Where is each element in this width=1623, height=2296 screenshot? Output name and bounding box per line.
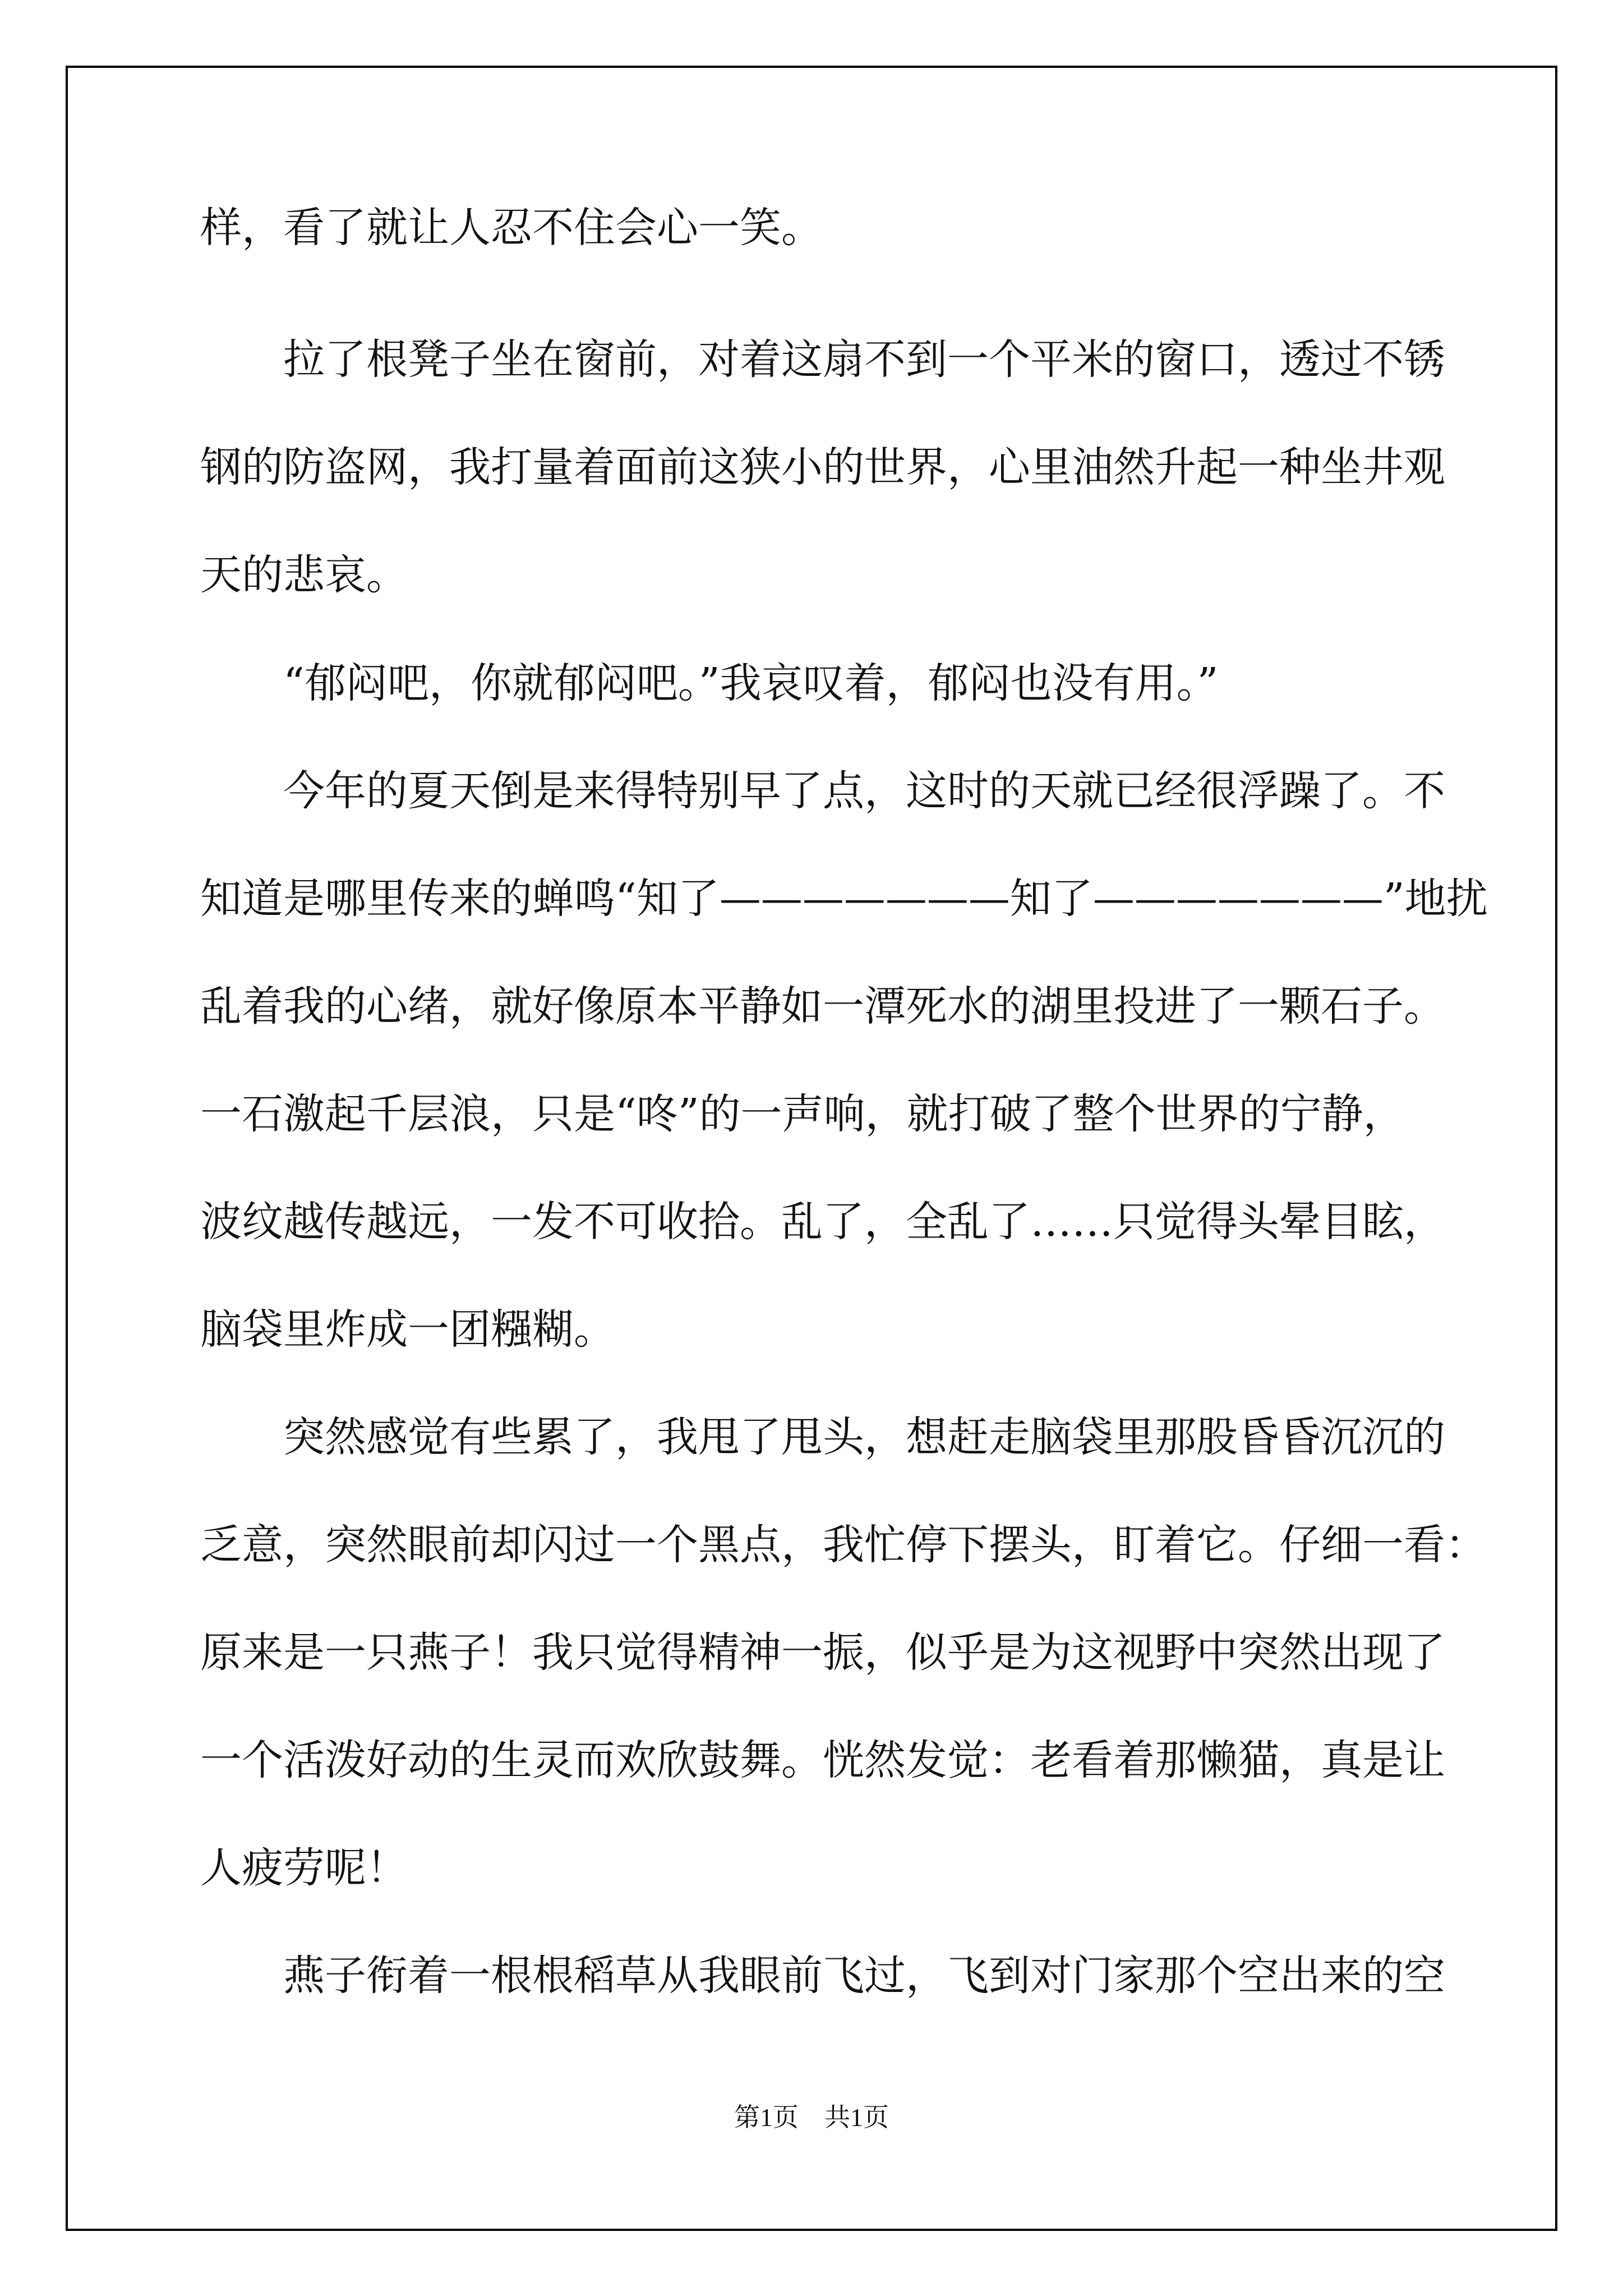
text-line: 今年的夏天倒是来得特别早了点，这时的天就已经很浮躁了。不 <box>200 767 1445 815</box>
text-line: 突然感觉有些累了，我甩了甩头，想赶走脑袋里那股昏昏沉沉的 <box>200 1413 1445 1461</box>
text-line: “郁闷吧，你就郁闷吧。”我哀叹着，郁闷也没有用。” <box>200 659 1219 707</box>
text-line: 一石激起千层浪，只是“咚”的一声响，就打破了整个世界的宁静， <box>200 1090 1405 1138</box>
page-number-footer: 第1页 共1页 <box>734 2103 889 2132</box>
text-line: 钢的防盗网，我打量着面前这狭小的世界，心里油然升起一种坐井观 <box>200 443 1445 491</box>
text-line: 原来是一只燕子！我只觉得精神一振，似乎是为这视野中突然出现了 <box>200 1628 1445 1677</box>
text-line: 燕子衔着一根根稻草从我眼前飞过，飞到对门家那个空出来的空 <box>200 1952 1445 2000</box>
text-line: 拉了根凳子坐在窗前，对着这扇不到一个平米的窗口，透过不锈 <box>200 335 1445 384</box>
text-line: 乏意，突然眼前却闪过一个黑点，我忙停下摆头，盯着它。仔细一看： <box>200 1521 1487 1569</box>
text-line: 脑袋里炸成一团糨糊。 <box>200 1305 615 1354</box>
text-line: 一个活泼好动的生灵而欢欣鼓舞。恍然发觉：老看着那懒猫，真是让 <box>200 1736 1445 1784</box>
text-line: 天的悲哀。 <box>200 551 408 599</box>
text-line: 样，看了就让人忍不住会心一笑。 <box>200 204 823 252</box>
text-line: 波纹越传越远，一发不可收拾。乱了，全乱了……只觉得头晕目眩， <box>200 1198 1445 1246</box>
text-line: 乱着我的心绪，就好像原本平静如一潭死水的湖里投进了一颗石子。 <box>200 982 1445 1030</box>
text-line: 人疲劳呢！ <box>200 1844 408 1892</box>
text-line: 知道是哪里传来的蝉鸣“知了———————知了———————”地扰 <box>200 875 1488 923</box>
page-border <box>66 66 1557 2231</box>
